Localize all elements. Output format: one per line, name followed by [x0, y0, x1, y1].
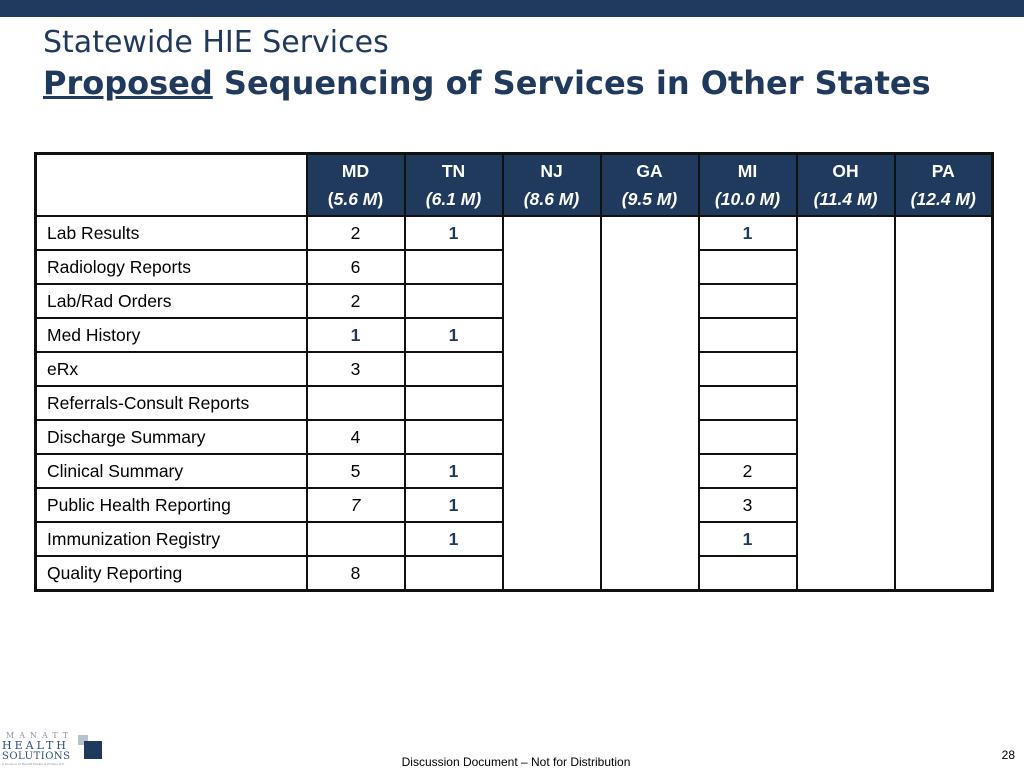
subtitle-rest: Sequencing of Services in Other States — [212, 64, 931, 102]
subtitle-underlined-word: Proposed — [43, 64, 213, 102]
cell-mi: 3 — [699, 488, 797, 522]
state-name: PA — [931, 161, 955, 181]
state-population: (6.1 M) — [425, 189, 482, 209]
cell-md: 4 — [307, 420, 405, 454]
service-name: eRx — [36, 352, 307, 386]
table-header-row — [36, 154, 993, 217]
state-name: NJ — [540, 161, 563, 181]
state-population: (8.6 M) — [523, 189, 580, 209]
state-population: (12.4 M) — [910, 189, 976, 209]
column-pa-empty — [895, 216, 993, 591]
service-name: Public Health Reporting — [36, 488, 307, 522]
cell-mi: 2 — [699, 454, 797, 488]
column-header-mi — [699, 154, 797, 217]
service-name: Referrals-Consult Reports — [36, 386, 307, 420]
cell-tn — [405, 556, 503, 591]
cell-tn — [405, 352, 503, 386]
cell-tn — [405, 250, 503, 284]
column-header-pa — [895, 154, 993, 217]
service-name: Lab Results — [36, 216, 307, 250]
cell-md: 8 — [307, 556, 405, 591]
cell-mi — [699, 250, 797, 284]
cell-tn: 1 — [405, 454, 503, 488]
service-name: Radiology Reports — [36, 250, 307, 284]
cell-mi — [699, 386, 797, 420]
cell-tn — [405, 386, 503, 420]
services-sequencing-table — [34, 152, 994, 592]
service-name: Clinical Summary — [36, 454, 307, 488]
cell-md — [307, 522, 405, 556]
footer-note: Discussion Document – Not for Distribution — [401, 755, 631, 769]
page-number: 28 — [1001, 748, 1015, 762]
state-name: MI — [737, 161, 758, 181]
cell-tn — [405, 284, 503, 318]
column-header-nj — [503, 154, 601, 217]
cell-mi — [699, 352, 797, 386]
cell-md: 1 — [307, 318, 405, 352]
cell-md: 5 — [307, 454, 405, 488]
cell-mi — [699, 318, 797, 352]
state-population: (9.5 M) — [621, 189, 678, 209]
service-name: Med History — [36, 318, 307, 352]
cell-md: 7 — [307, 488, 405, 522]
service-name: Lab/Rad Orders — [36, 284, 307, 318]
cell-mi: 1 — [699, 216, 797, 250]
cell-mi: 1 — [699, 522, 797, 556]
cell-tn: 1 — [405, 318, 503, 352]
state-population: (10.0 M) — [714, 189, 781, 209]
cell-md: 3 — [307, 352, 405, 386]
state-name: TN — [441, 161, 466, 181]
header-corner-cell — [36, 154, 307, 217]
logo-word-solutions: SOLUTIONS — [2, 751, 71, 762]
cell-mi — [699, 284, 797, 318]
state-name: OH — [832, 161, 859, 181]
column-header-tn — [405, 154, 503, 217]
top-accent-bar — [0, 0, 1024, 17]
cell-tn — [405, 420, 503, 454]
cell-tn: 1 — [405, 216, 503, 250]
cell-md — [307, 386, 405, 420]
state-population: (11.4 M) — [813, 189, 878, 209]
logo-tagline: A Division of Manatt Phelps & Phillips LLP — [2, 762, 64, 766]
cell-md: 2 — [307, 216, 405, 250]
state-name: GA — [636, 161, 663, 181]
column-oh-empty — [797, 216, 895, 591]
column-ga-empty — [601, 216, 699, 591]
logo-word-health: HEALTH — [2, 739, 69, 752]
cell-md: 2 — [307, 284, 405, 318]
column-header-ga — [601, 154, 699, 217]
state-name: MD — [341, 161, 370, 181]
logo-word-manatt: MANATT — [6, 731, 74, 740]
service-name: Immunization Registry — [36, 522, 307, 556]
slide-title: Statewide HIE Services — [43, 25, 389, 60]
slide-subtitle — [43, 64, 931, 102]
table-row — [36, 216, 993, 250]
column-header-md — [307, 154, 405, 217]
cell-tn: 1 — [405, 522, 503, 556]
cell-mi — [699, 420, 797, 454]
service-name: Discharge Summary — [36, 420, 307, 454]
cell-mi — [699, 556, 797, 591]
cell-md: 6 — [307, 250, 405, 284]
cell-tn: 1 — [405, 488, 503, 522]
state-population: (5.6 M) — [327, 189, 384, 209]
service-name: Quality Reporting — [36, 556, 307, 591]
column-header-oh — [797, 154, 895, 217]
column-nj-empty — [503, 216, 601, 591]
